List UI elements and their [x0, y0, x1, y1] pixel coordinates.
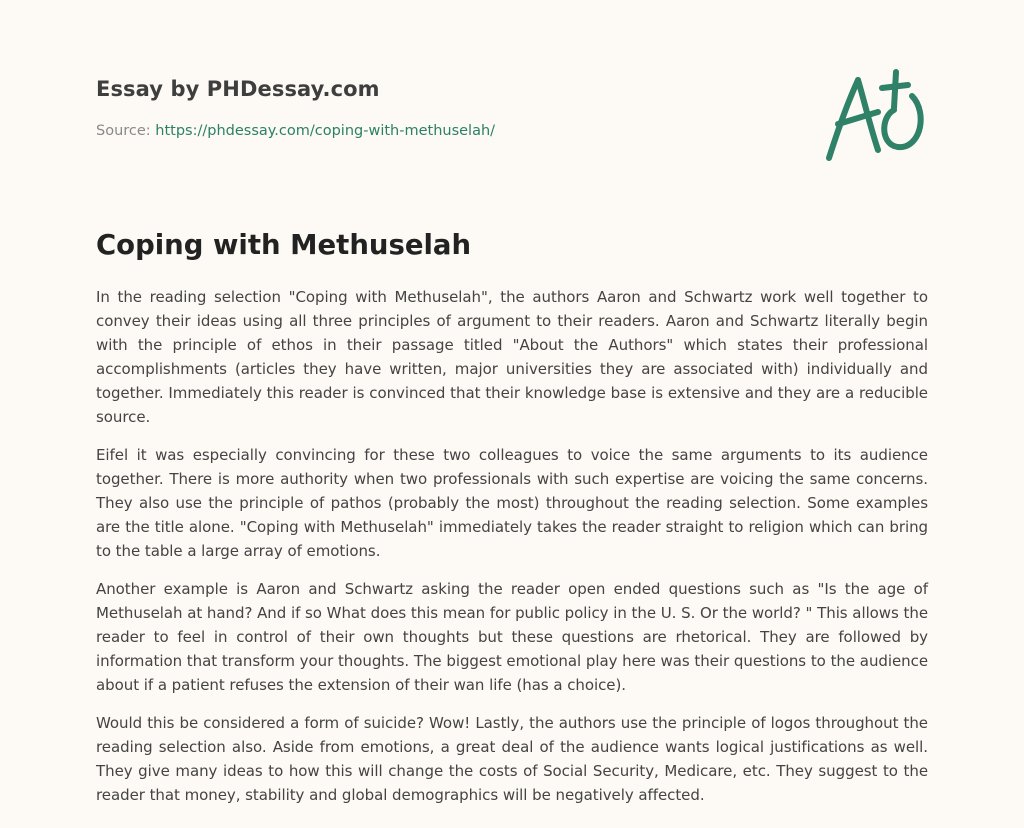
source-link[interactable]: https://phdessay.com/coping-with-methuselah/ [155, 123, 496, 139]
source-label: Source: [96, 123, 151, 139]
a-plus-grade-icon [820, 66, 930, 166]
page-header [96, 74, 796, 141]
essay-paragraph: Would this be considered a form of suicide? Wow! Lastly, the authors use the principle of logos throughout the reading selection also. Aside from emotions, a great deal of the audience wants logical justifications as well. They give many ideas to how this will change the costs of Social Security, Medicare, etc. They suggest to the reader that money, stability and global demographics will be negatively affected. [96, 714, 928, 804]
source-line [96, 121, 796, 141]
essay-paragraph: In the reading selection "Coping with Methuselah", the authors Aaron and Schwartz work well together to convey their ideas using all three principles of argument to their readers. Aaron and Schwartz literally begin with the principle of ethos in their passage titled "About the Authors" which states their professional accomplishments (articles they have written, major universities they are associated with) individually and together. Immediately this reader is convinced that their knowledge base is extensive and they are a reducible source. [96, 288, 928, 426]
essay-paragraph: Eifel it was especially convincing for these two colleagues to voice the same arguments to its audience together. There is more authority when two professionals with such expertise are voicing the same concerns. They also use the principle of pathos (probably the most) throughout the reading selection. Some examples are the title alone. "Coping with Methuselah" immediately takes the reader straight to religion which can bring to the table a large array of emotions. [96, 446, 928, 560]
site-brand: Essay by PHDessay.com [96, 77, 380, 101]
essay-title: Coping with Methuselah [96, 229, 472, 261]
essay-body [96, 285, 928, 821]
essay-paragraph: Another example is Aaron and Schwartz asking the reader open ended questions such as "Is the age of Methuselah at hand? And if so What does this mean for public policy in the U. S. Or the world? " This allows the reader to feel in control of their own thoughts but these questions are rhetorical. They are followed by information that transform your thoughts. The biggest emotional play here was their questions to the audience about if a patient refuses the extension of their wan life (has a choice). [96, 580, 928, 694]
